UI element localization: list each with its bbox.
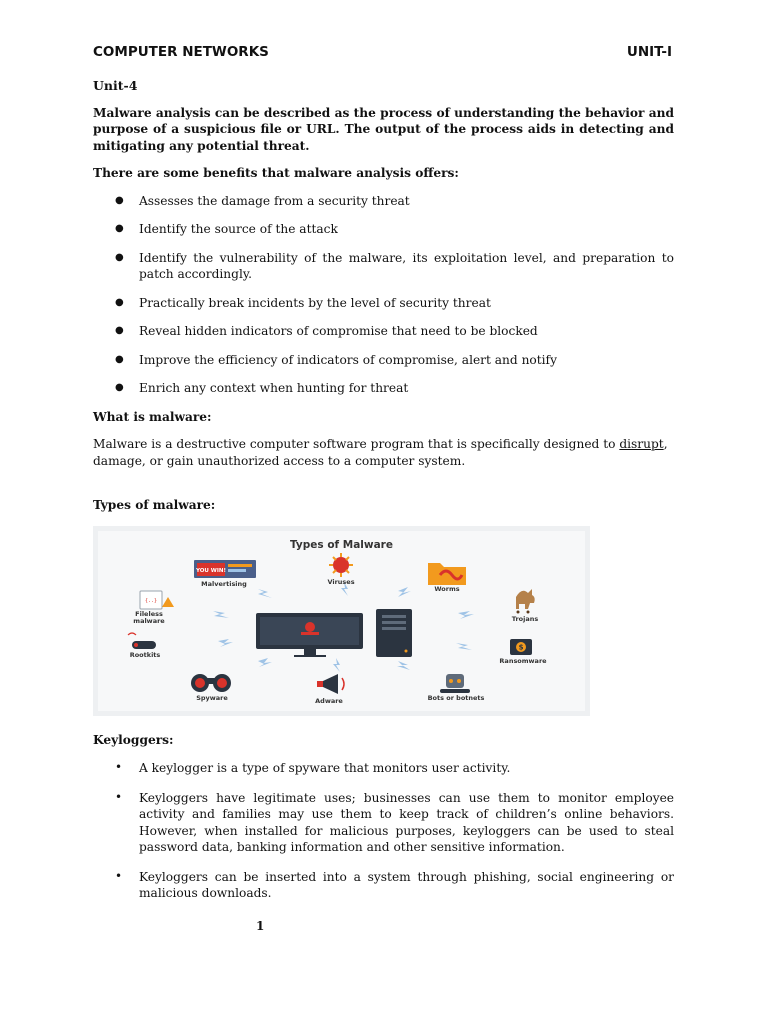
adware-megaphone-icon xyxy=(317,674,344,694)
spyware-binoculars-icon xyxy=(191,674,231,692)
label-worms: Worms xyxy=(434,584,460,593)
list-item: ● Improve the efficiency of indicators of compromise, alert and notify xyxy=(115,352,557,367)
bullet-icon: ● xyxy=(115,382,124,393)
rootkit-icon xyxy=(128,633,156,649)
keyloggers-heading: Keyloggers: xyxy=(93,732,174,747)
trojan-horse-icon xyxy=(516,589,535,614)
keyloggers-section xyxy=(93,760,674,902)
list-item: ● Identify the vulnerability of the malware, its exploitation level, and preparation to patch accordingly. xyxy=(115,250,674,281)
label-trojans: Trojans xyxy=(511,614,539,623)
document-body xyxy=(93,78,674,915)
bullet-icon: ● xyxy=(115,251,124,263)
worm-folder-icon xyxy=(428,563,466,585)
bullet-icon: ● xyxy=(115,325,124,336)
keyloggers-list xyxy=(93,760,674,902)
header-course-title: COMPUTER NETWORKS xyxy=(93,44,269,60)
list-item: ● Identify the source of the attack xyxy=(115,222,338,236)
unit-heading: Unit-4 xyxy=(93,78,138,93)
svg-text:YOU WIN!: YOU WIN! xyxy=(195,567,227,574)
bullet-icon: ● xyxy=(115,223,124,234)
label-fileless: Fileless malware xyxy=(133,609,165,625)
page-header xyxy=(93,44,672,64)
bullet-icon: ● xyxy=(115,296,124,308)
ransomware-icon xyxy=(510,639,532,655)
label-ransomware: Ransomware xyxy=(499,656,547,665)
label-adware: Adware xyxy=(315,696,343,705)
page-number: 1 xyxy=(256,919,265,933)
fileless-icon xyxy=(140,591,174,609)
list-item: ● Reveal hidden indicators of compromise that need to be blocked xyxy=(115,324,538,338)
list-item: • Keyloggers have legitimate uses; businesses can use them to monitor employee activity and families may use them to keep track of children’s online behaviors. However, when installed for malicious purposes, keyloggers can be used to steal password data, banking information and other sensitive information. xyxy=(115,789,674,854)
svg-text:$: $ xyxy=(518,643,524,651)
list-item: ● Enrich any context when hunting for threat xyxy=(115,381,409,395)
benefits-heading: There are some benefits that malware analysis offers: xyxy=(93,166,459,180)
list-item: • A keylogger is a type of spyware that monitors user activity. xyxy=(115,760,511,775)
intro-paragraph: Malware analysis can be described as the process of understanding the behavior and purpose of a suspicious file or URL. The output of the process aids in detecting and mitigating any potential threat. xyxy=(93,105,674,153)
malvertising-icon xyxy=(194,560,256,578)
bullet-icon: ● xyxy=(115,353,124,365)
benefits-list xyxy=(93,193,674,397)
disrupt-link: disrupt xyxy=(619,437,664,451)
virus-icon xyxy=(329,553,353,577)
types-of-malware-figure xyxy=(93,526,590,716)
bullet-icon: • xyxy=(115,868,123,883)
malware-definition: Malware is a destructive computer software program that is specifically designed to disrupt, damage, or gain unauthorized access to a computer system. xyxy=(93,437,668,468)
bullet-icon: • xyxy=(115,760,123,774)
label-spyware: Spyware xyxy=(196,693,228,702)
bullet-icon: ● xyxy=(115,194,124,206)
types-heading: Types of malware: xyxy=(93,498,216,512)
label-malvertising: Malvertising xyxy=(201,579,247,588)
bullet-icon: • xyxy=(115,789,123,804)
monitor-icon xyxy=(256,613,363,657)
label-bots: Bots or botnets xyxy=(427,693,485,702)
server-icon xyxy=(376,609,412,657)
figure-title: Types of Malware xyxy=(290,538,393,551)
label-rootkits: Rootkits xyxy=(129,650,161,659)
header-unit-label: UNIT-I xyxy=(626,44,672,60)
list-item: • Keyloggers can be inserted into a system through phishing, social engineering or malicious downloads. xyxy=(115,868,674,900)
what-is-malware-heading: What is malware: xyxy=(93,409,212,424)
label-viruses: Viruses xyxy=(327,577,355,586)
list-item: ● Practically break incidents by the level of security threat xyxy=(115,295,491,310)
svg-text:{..}: {..} xyxy=(144,597,158,604)
list-item: ● Assesses the damage from a security threat xyxy=(115,193,410,208)
bot-icon xyxy=(440,674,470,693)
